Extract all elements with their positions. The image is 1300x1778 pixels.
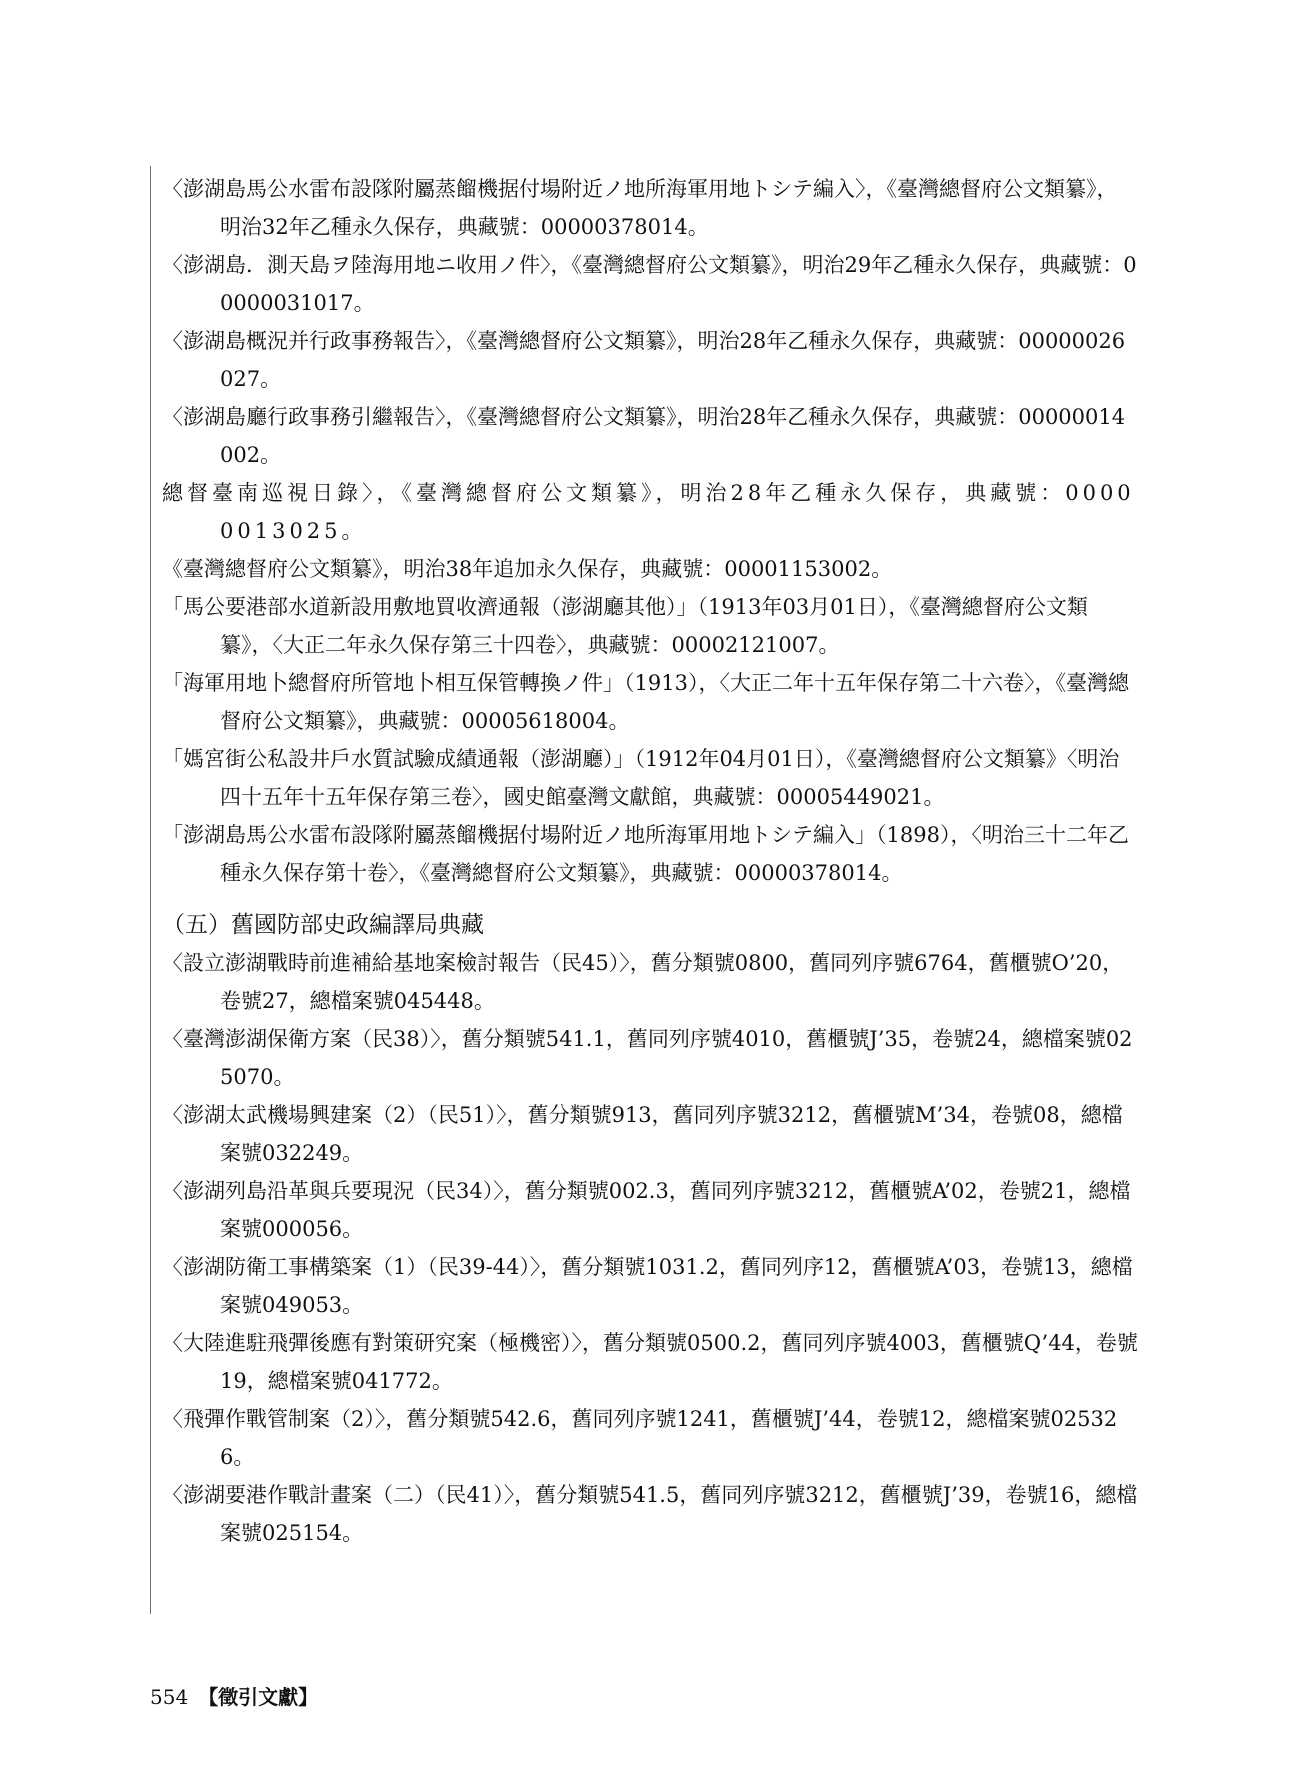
citation-entry: 〈澎湖島廳行政事務引繼報告〉，《臺灣總督府公文類纂》，明治28年乙種永久保存，典藏號：00000014002。: [162, 405, 1126, 467]
archive-list-defense-ministry: [162, 944, 1138, 1552]
citation-entry: 「馬公要港部水道新設用敷地買收濟通報（澎湖廳其他）」（1913年03月01日），《臺灣總督府公文類纂》，〈大正二年永久保存第三十四卷〉，典藏號：00002121007。: [162, 595, 1088, 657]
page-footer: [150, 1684, 318, 1710]
archive-list-taiwan-governor: [162, 170, 1138, 892]
page-number: 554: [150, 1685, 189, 1709]
citation-entry: 〈澎湖列島沿革與兵要現況（民34）〉，舊分類號002.3，舊同列序號3212，舊櫃號A’02，卷號21，總檔案號000056。: [162, 1179, 1131, 1241]
citation-entry: 〈澎湖島馬公水雷布設隊附屬蒸餾機据付場附近ノ地所海軍用地トシテ編入〉，《臺灣總督府公文類纂》，明治32年乙種永久保存，典藏號：00000378014。: [162, 177, 1118, 239]
margin-rule: [150, 166, 151, 1614]
running-head: 【徵引文獻】: [198, 1685, 319, 1709]
section-heading: （五）舊國防部史政編譯局典藏: [162, 912, 484, 938]
citation-entry: 《臺灣總督府公文類纂》，明治38年追加永久保存，典藏號：00001153002。: [162, 557, 893, 581]
citation-entry: 「海軍用地卜總督府所管地卜相互保管轉換ノ件」（1913），〈大正二年十五年保存第二十六卷〉，《臺灣總督府公文類纂》，典藏號：00005618004。: [162, 671, 1129, 733]
citation-entry: 〈澎湖防衛工事構築案（1）（民39-44）〉，舊分類號1031.2，舊同列序12，舊櫃號A’03，卷號13，總檔案號049053。: [162, 1255, 1133, 1317]
citation-entry: 〈臺灣澎湖保衛方案（民38）〉，舊分類號541.1，舊同列序號4010，舊櫃號J’35，卷號24，總檔案號025070。: [162, 1027, 1133, 1089]
citation-entry: 〈澎湖島．測天島ヲ陸海用地ニ收用ノ件〉，《臺灣總督府公文類纂》，明治29年乙種永久保存，典藏號：00000031017。: [162, 253, 1137, 315]
citation-entry: 「媽宮街公私設井戶水質試驗成績通報（澎湖廳）」（1912年04月01日），《臺灣總督府公文類纂》〈明治四十五年十五年保存第三卷〉，國史館臺灣文獻館，典藏號：00005449021。: [162, 747, 1120, 809]
page-body: [162, 170, 1138, 1552]
citation-entry: 〈大陸進駐飛彈後應有對策研究案（極機密）〉，舊分類號0500.2，舊同列序號4003，舊櫃號Q’44，卷號19，總檔案號041772。: [162, 1331, 1138, 1393]
citation-entry: 總督臺南巡視日錄〉，《臺灣總督府公文類纂》，明治28年乙種永久保存，典藏號：00000013025。: [162, 481, 1135, 543]
citation-entry: 〈飛彈作戰管制案（2）〉，舊分類號542.6，舊同列序號1241，舊櫃號J’44，卷號12，總檔案號025326。: [162, 1407, 1118, 1469]
citation-entry: 〈澎湖太武機場興建案（2）（民51）〉，舊分類號913，舊同列序號3212，舊櫃號M’34，卷號08，總檔案號032249。: [162, 1103, 1123, 1165]
citation-entry: 〈設立澎湖戰時前進補給基地案檢討報告（民45）〉，舊分類號0800，舊同列序號6764，舊櫃號O’20，卷號27，總檔案號045448。: [162, 951, 1124, 1013]
citation-entry: 〈澎湖要港作戰計畫案（二）（民41）〉，舊分類號541.5，舊同列序號3212，舊櫃號J’39，卷號16，總檔案號025154。: [162, 1483, 1138, 1545]
citation-entry: 〈澎湖島概況并行政事務報告〉，《臺灣總督府公文類纂》，明治28年乙種永久保存，典藏號：00000026027。: [162, 329, 1126, 391]
citation-entry: 「澎湖島馬公水雷布設隊附屬蒸餾機据付場附近ノ地所海軍用地トシテ編入」（1898），〈明治三十二年乙種永久保存第十卷〉，《臺灣總督府公文類纂》，典藏號：00000378014。: [162, 823, 1129, 885]
